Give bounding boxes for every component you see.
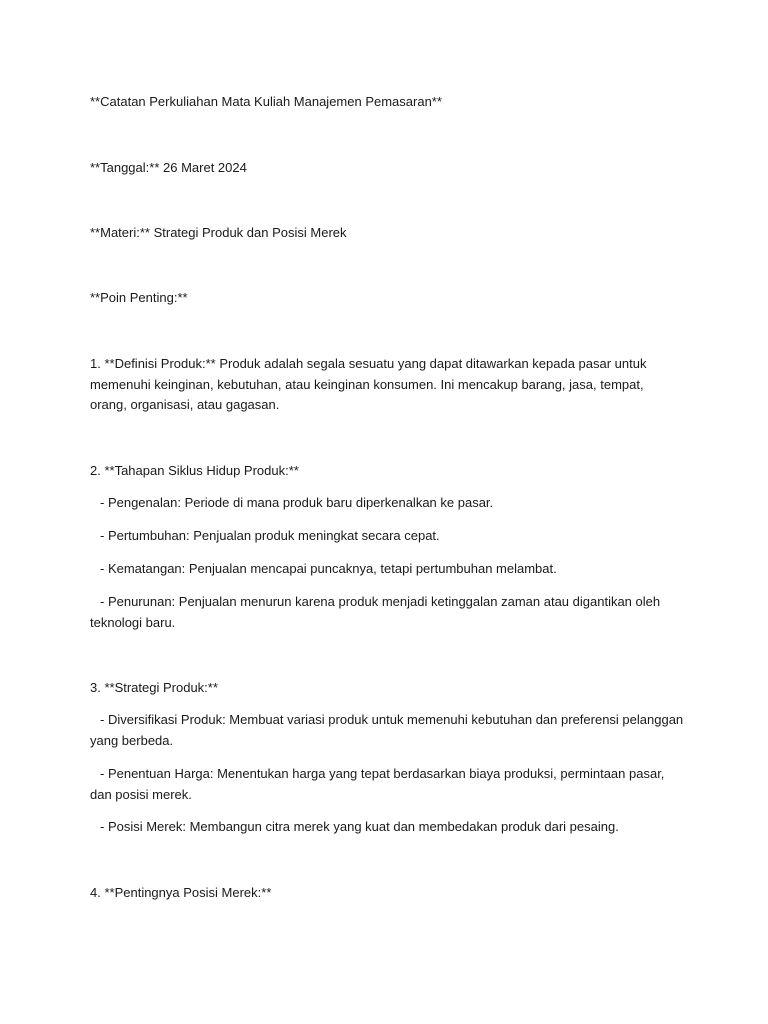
document-title: **Catatan Perkuliahan Mata Kuliah Manajemen Pemasaran** [90,94,442,109]
section-2-heading: 2. **Tahapan Siklus Hidup Produk:** [90,463,299,478]
section-4-heading: 4. **Pentingnya Posisi Merek:** [90,885,272,900]
section-2-item-4: - Penurunan: Penjualan menurun karena produk menjadi ketinggalan zaman atau digantikan oleh teknologi baru. [90,594,661,630]
section-3-heading: 3. **Strategi Produk:** [90,680,218,695]
document-date: **Tanggal:** 26 Maret 2024 [90,160,247,175]
document-topic: **Materi:** Strategi Produk dan Posisi Merek [90,225,347,240]
section-2-item-3: - Kematangan: Penjualan mencapai puncaknya, tetapi pertumbuhan melambat. [100,561,557,576]
section-1-definition: 1. **Definisi Produk:** Produk adalah segala sesuatu yang dapat ditawarkan kepada pasar untuk memenuhi keinginan, kebutuhan, atau keinginan konsumen. Ini mencakup barang, jasa, tempat, orang, organisasi, atau gagasan. [90,356,647,412]
section-3-item-1: - Diversifikasi Produk: Membuat variasi produk untuk memenuhi kebutuhan dan preferensi pelanggan yang berbeda. [90,712,684,748]
section-3-item-3: - Posisi Merek: Membangun citra merek yang kuat dan membedakan produk dari pesaing. [100,819,619,834]
section-2-item-1: - Pengenalan: Periode di mana produk baru diperkenalkan ke pasar. [100,495,494,510]
section-3-item-2: - Penentuan Harga: Menentukan harga yang tepat berdasarkan biaya produksi, permintaan pasar, dan posisi merek. [90,766,665,802]
key-points-heading: **Poin Penting:** [90,290,188,305]
section-2-item-2: - Pertumbuhan: Penjualan produk meningkat secara cepat. [100,528,440,543]
